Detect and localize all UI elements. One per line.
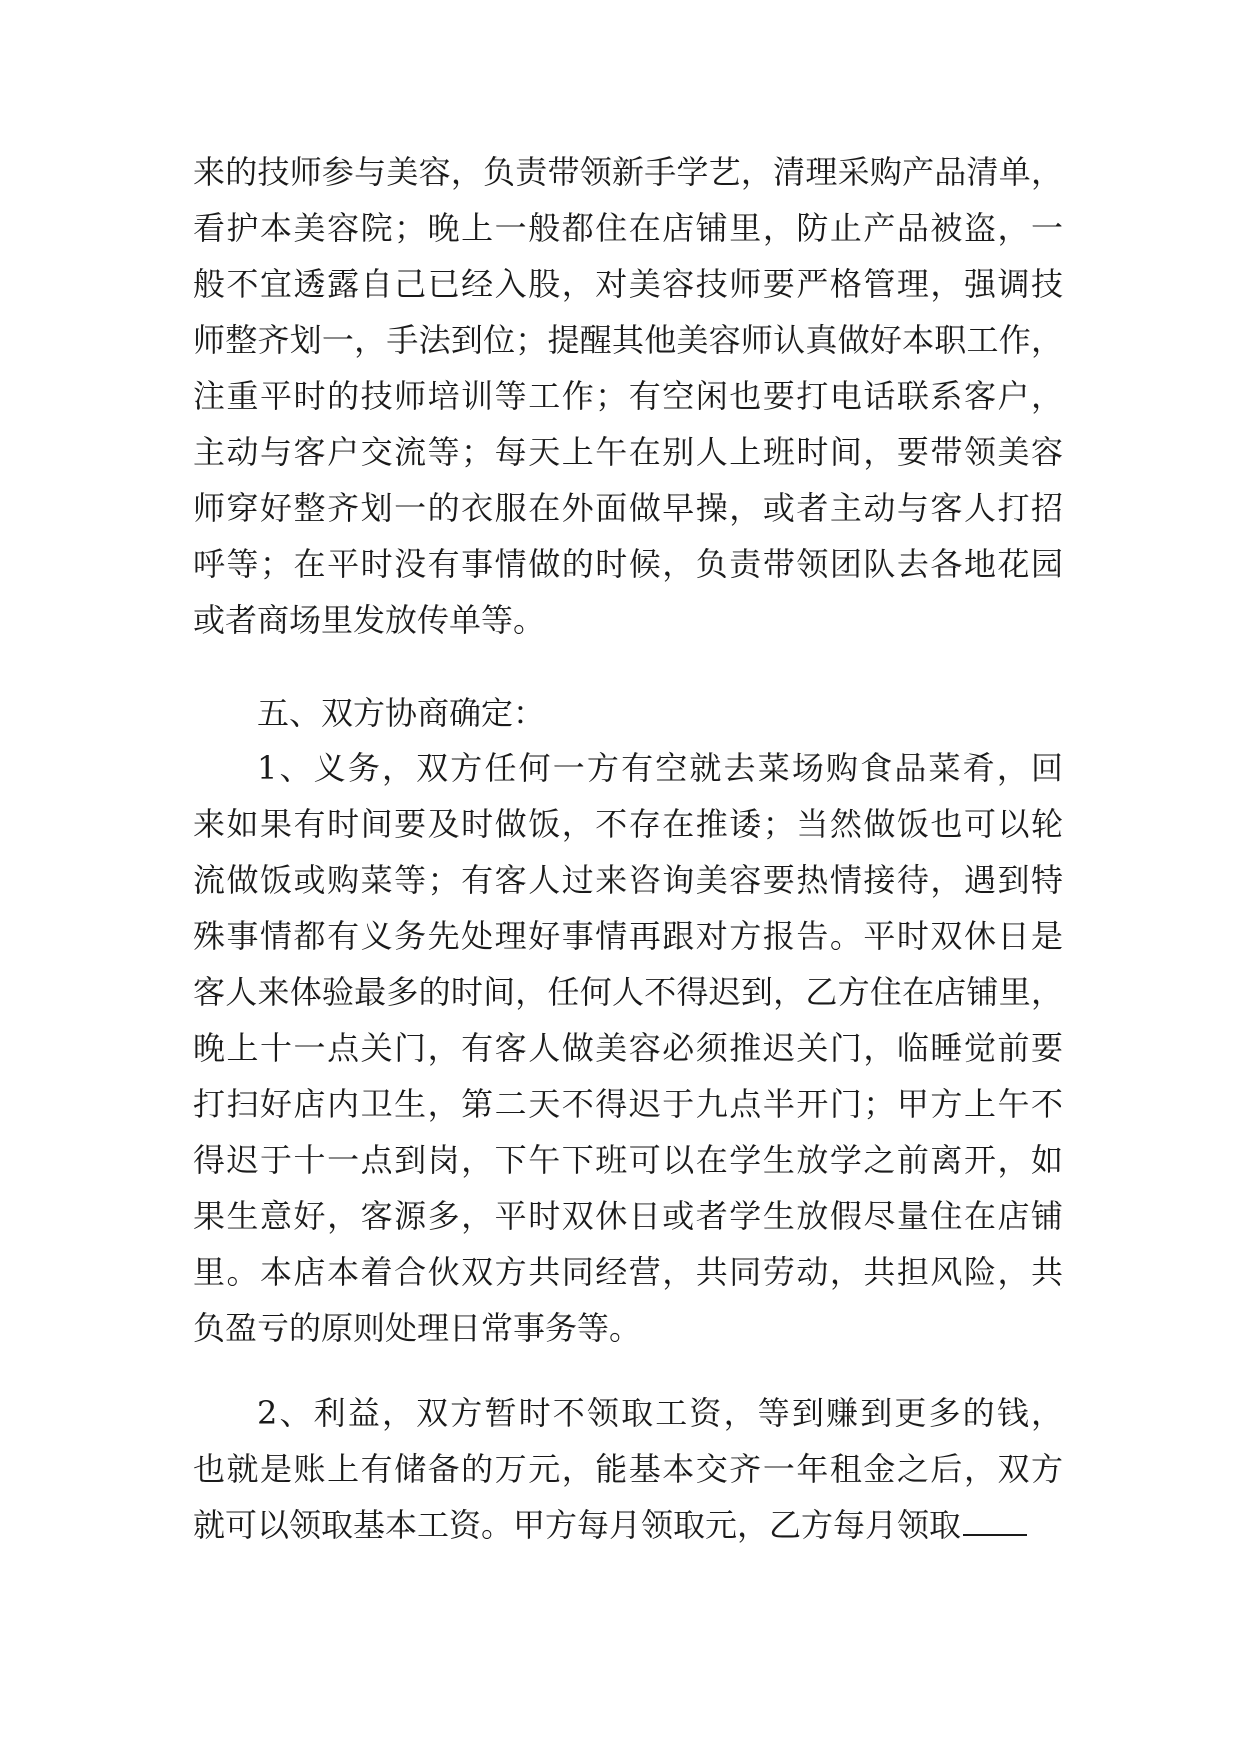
text-line: 看护本美容院；晚上一般都住在店铺里，防止产品被盗，一 xyxy=(193,209,1063,247)
text-line: 师穿好整齐划一的衣服在外面做早操，或者主动与客人打招 xyxy=(193,489,1063,527)
text-line: 得迟于十一点到岗，下午下班可以在学生放学之前离开，如 xyxy=(193,1141,1063,1179)
text-line: 2、利益，双方暂时不领取工资，等到赚到更多的钱， xyxy=(257,1394,1063,1432)
paragraph-continuation xyxy=(193,144,1063,648)
text-line: 般不宜透露自己已经入股，对美容技师要严格管理，强调技 xyxy=(193,265,1063,303)
text-line: 果生意好，客源多，平时双休日或者学生放假尽量住在店铺 xyxy=(193,1197,1063,1235)
text-line: 负盈亏的原则处理日常事务等。 xyxy=(193,1309,642,1347)
text-line: 主动与客户交流等；每天上午在别人上班时间，要带领美容 xyxy=(193,433,1063,471)
text-line: 或者商场里发放传单等。 xyxy=(193,601,546,639)
text-line: 里。本店本着合伙双方共同经营，共同劳动，共担风险，共 xyxy=(193,1253,1063,1291)
text-line: 晚上十一点关门，有客人做美容必须推迟关门，临睡觉前要 xyxy=(193,1029,1063,1067)
text-line: 来的技师参与美容，负责带领新手学艺，清理采购产品清单， xyxy=(193,153,1063,191)
text-line: 打扫好店内卫生，第二天不得迟于九点半开门；甲方上午不 xyxy=(193,1085,1063,1123)
text-line: 流做饭或购菜等；有客人过来咨询美容要热情接待，遇到特 xyxy=(193,861,1063,899)
fill-in-blank xyxy=(963,1500,1027,1536)
text-line-content: 就可以领取基本工资。甲方每月领取元，乙方每月领取 xyxy=(193,1506,962,1544)
section-heading xyxy=(193,685,1063,741)
text-line: 殊事情都有义务先处理好事情再跟对方报告。平时双休日是 xyxy=(193,917,1063,955)
text-line: 师整齐划一，手法到位；提醒其他美容师认真做好本职工作， xyxy=(193,321,1063,359)
text-line: 也就是账上有储备的万元，能基本交齐一年租金之后，双方 xyxy=(193,1450,1063,1488)
text-line: 来如果有时间要及时做饭，不存在推诿；当然做饭也可以轮 xyxy=(193,805,1063,843)
text-line: 呼等；在平时没有事情做的时候，负责带领团队去各地花园 xyxy=(193,545,1063,583)
section-heading-text: 五、双方协商确定： xyxy=(257,694,546,732)
text-line: 注重平时的技师培训等工作；有空闲也要打电话联系客户， xyxy=(193,377,1063,415)
text-line-with-blank xyxy=(193,1497,1063,1553)
paragraph-obligation xyxy=(193,740,1063,1356)
text-line: 1、义务，双方任何一方有空就去菜场购食品菜肴，回 xyxy=(257,749,1063,787)
paragraph-benefit xyxy=(193,1385,1063,1553)
text-line: 客人来体验最多的时间，任何人不得迟到，乙方住在店铺里， xyxy=(193,973,1063,1011)
